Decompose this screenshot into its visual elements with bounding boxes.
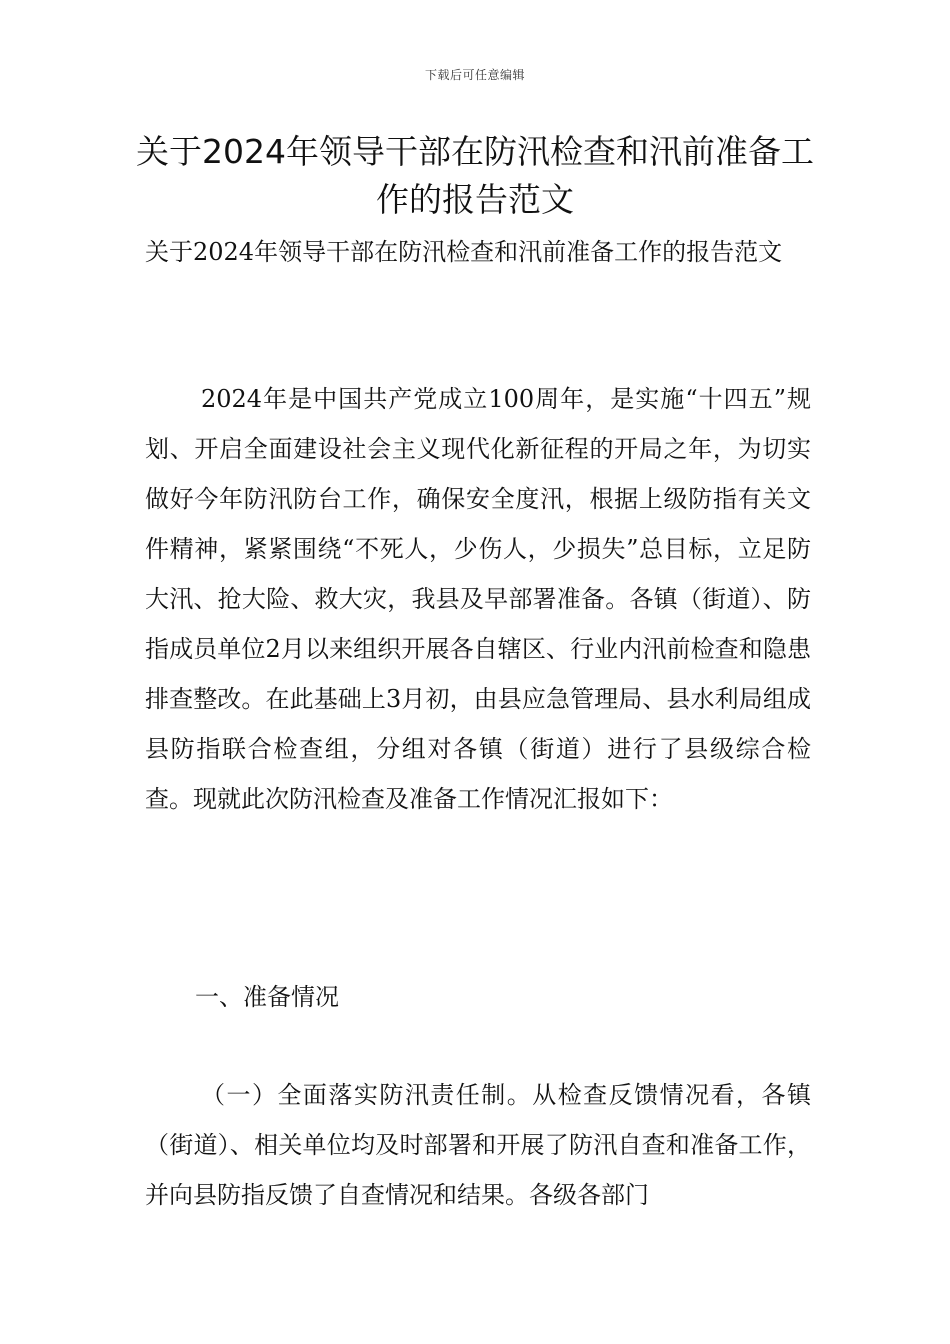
header-note: 下载后可任意编辑 (424, 68, 525, 82)
document-title: 关于2024年领导干部在防汛检查和汛前准备工作的报告范文 (136, 132, 814, 219)
intro-paragraph: 2024年是中国共产党成立100周年，是实施“十四五”规划、开启全面建设社会主义现代化新征程的开局之年，为切实做好今年防汛防台工作，确保安全度汛，根据上级防指有关文件精神，紧紧围绕“不死人，少伤人，少损失”总目标，立足防大汛、抢大险、救大灾，我县及早部署准备。各镇（街道）、防指成员单位2月以来组织开展各自辖区、行业内汛前检查和隐患排查整改。在此基础上3月初，由县应急管理局、县水利局组成县防指联合检查组，分组对各镇（街道）进行了县级综合检查。现就此次防汛检查及准备工作情况汇报如下： (145, 385, 811, 813)
repeated-title: 关于2024年领导干部在防汛检查和汛前准备工作的报告范文 (145, 238, 783, 266)
section-paragraph: （一）全面落实防汛责任制。从检查反馈情况看，各镇（街道）、相关单位均及时部署和开展了防汛自查和准备工作，并向县防指反馈了自查情况和结果。各级各部门 (145, 1081, 811, 1209)
section-heading: 一、准备情况 (195, 983, 339, 1011)
